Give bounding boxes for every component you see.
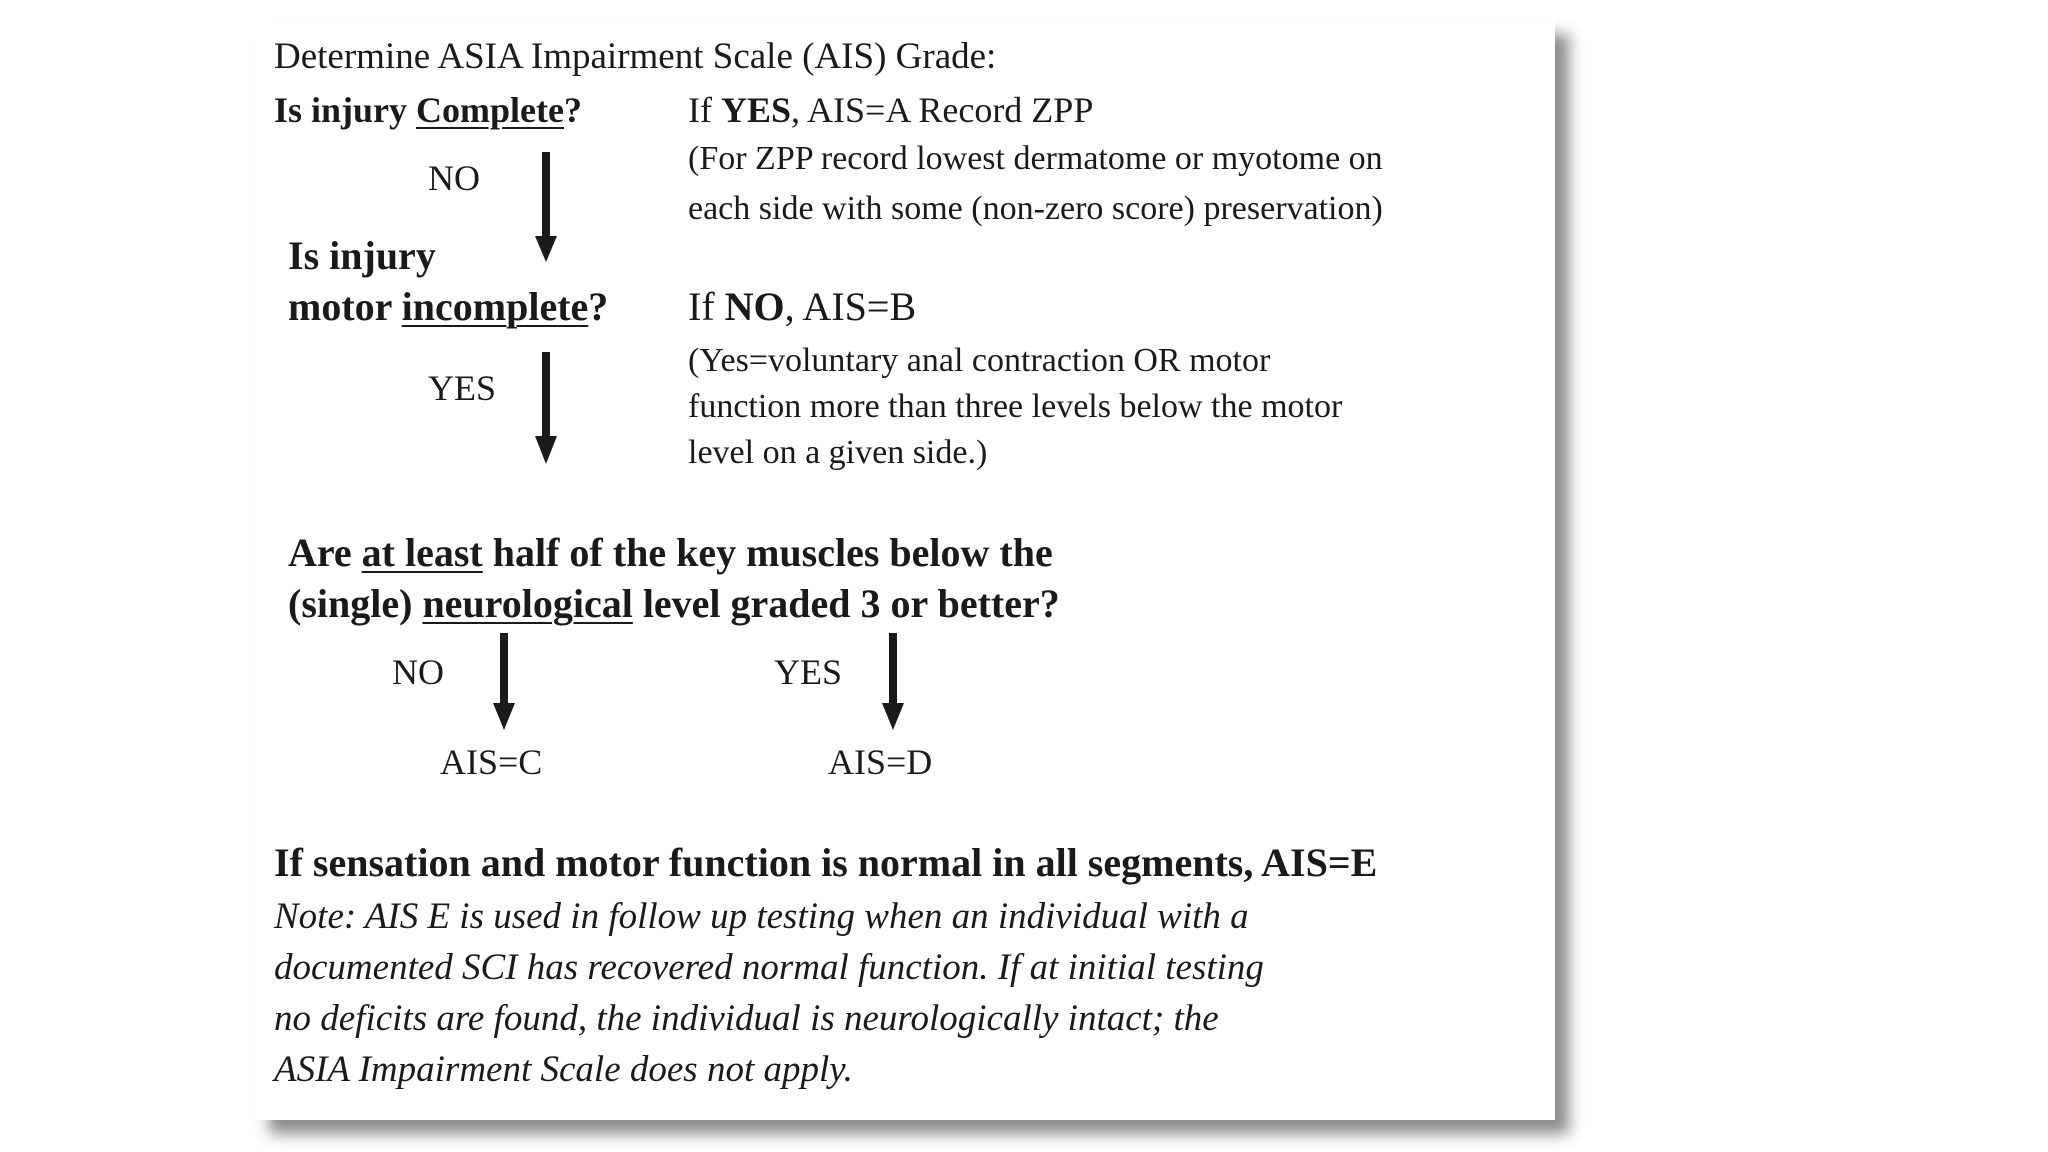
note-line-1: Note: AIS E is used in follow up testing when an individual with a <box>274 896 1249 937</box>
branch-label-no-3: NO <box>392 652 444 692</box>
question-complete-keyword: Complete <box>416 90 564 130</box>
page-title: Determine ASIA Impairment Scale (AIS) Grade: <box>274 36 997 77</box>
question-motor-keyword: incomplete <box>401 284 589 329</box>
question-neuro-keyword: neurological <box>422 581 633 626</box>
question-key-muscles-suffix: half of the key muscles below the <box>482 530 1053 575</box>
arrow-down-icon <box>535 152 557 262</box>
question-motor-suffix: ? <box>588 284 609 329</box>
answer-no-word: NO <box>724 284 785 329</box>
question-key-muscles-keyword: at least <box>361 530 483 575</box>
zpp-note-line-2: each side with some (non-zero score) preservation) <box>688 190 1383 227</box>
answer-no-result: , AIS=B <box>784 284 917 329</box>
answer-yes-result: , AIS=A Record ZPP <box>791 90 1094 130</box>
answer-yes-word: YES <box>720 90 792 130</box>
question-motor-incomplete-line-1: Is injury <box>288 233 436 278</box>
question-motor-prefix: motor <box>288 284 402 329</box>
question-key-muscles-prefix: Are <box>288 530 362 575</box>
motor-note-line-2: function more than three levels below the motor <box>688 388 1343 425</box>
arrow-down-icon <box>493 633 515 730</box>
answer-yes-prefix: If <box>688 90 721 130</box>
branch-label-yes-3: YES <box>774 652 843 692</box>
question-complete-prefix: Is injury <box>274 90 417 130</box>
note-line-4: ASIA Impairment Scale does not apply. <box>274 1049 853 1090</box>
question-complete-suffix: ? <box>564 90 582 130</box>
branch-label-yes-2: YES <box>428 368 497 408</box>
ais-e-rule: If sensation and motor function is normal in all segments, AIS=E <box>274 840 1378 885</box>
arrow-down-icon <box>535 352 557 464</box>
question-neuro-suffix: level graded 3 or better? <box>632 581 1060 626</box>
branch-label-no-1: NO <box>428 158 480 198</box>
question-neuro-prefix: (single) <box>288 581 423 626</box>
arrow-down-icon <box>882 633 904 730</box>
result-ais-c: AIS=C <box>440 742 543 782</box>
note-line-2: documented SCI has recovered normal function. If at initial testing <box>274 947 1264 988</box>
note-line-3: no deficits are found, the individual is neurologically intact; the <box>274 998 1219 1039</box>
zpp-note-line-1: (For ZPP record lowest dermatome or myotome on <box>688 140 1383 177</box>
answer-no-prefix: If <box>688 284 725 329</box>
result-ais-d: AIS=D <box>828 742 933 782</box>
motor-note-line-1: (Yes=voluntary anal contraction OR motor <box>688 342 1271 379</box>
motor-note-line-3: level on a given side.) <box>688 434 988 471</box>
